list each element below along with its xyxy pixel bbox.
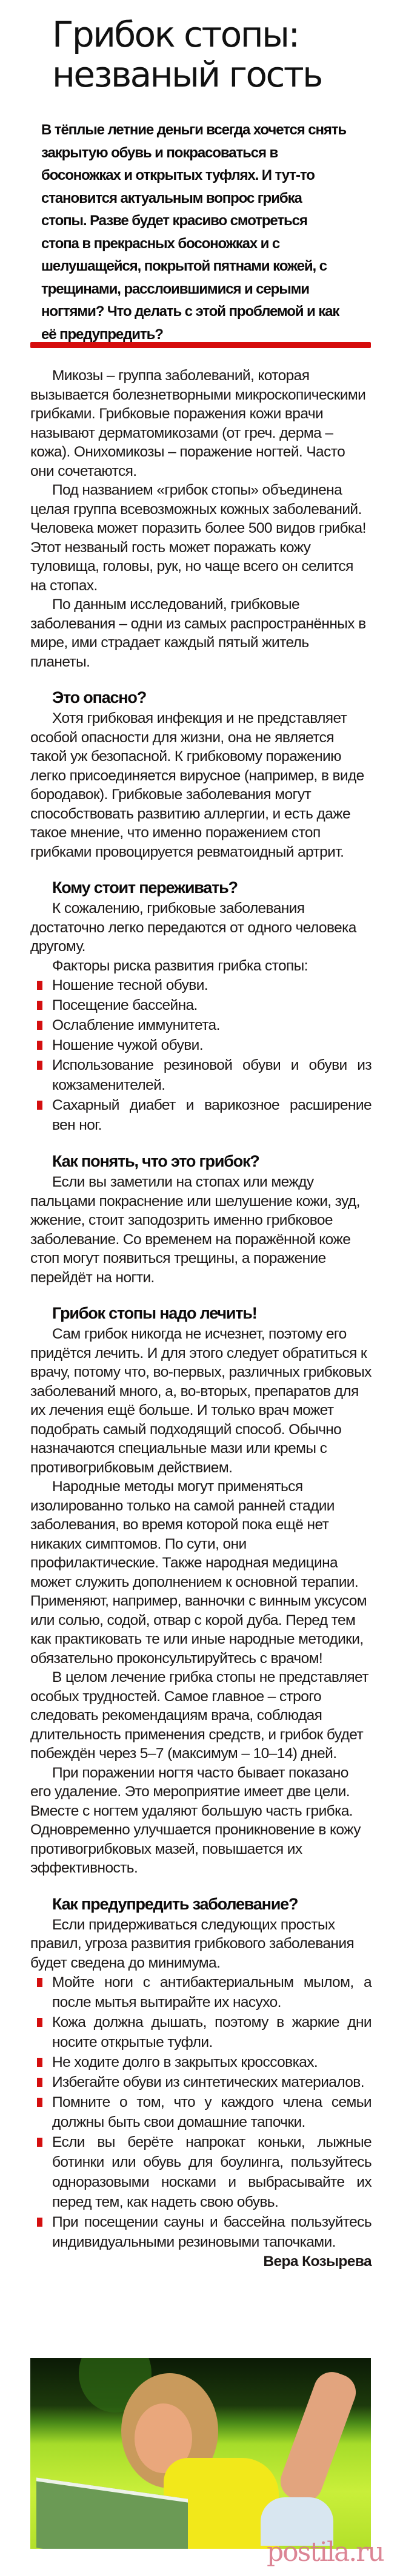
- red-square-bullet-icon: [37, 1001, 42, 1010]
- list-item: [52, 2052, 372, 2072]
- list-item-text: Ослабление иммунитета.: [52, 1017, 220, 1033]
- list-item-text: Помните о том, что у каждого члена семьи должны быть свои домашние тапочки.: [52, 2094, 372, 2130]
- section-heading-danger: Это опасно?: [52, 688, 146, 707]
- red-square-bullet-icon: [37, 1978, 42, 1987]
- list-item-text: При посещении сауны и бассейна пользуйтесь индивидуальными резиновыми тапочками.: [52, 2214, 372, 2250]
- list-item: [52, 1972, 372, 2012]
- article-body: [30, 366, 372, 2271]
- title-line: Грибок стопы:: [52, 14, 299, 55]
- red-square-bullet-icon: [37, 2098, 42, 2107]
- paragraph: Сам грибок никогда не исчезнет, поэтому его придётся лечить. И для этого следует обратиться к врачу, потому что, во-первых, различных грибковых заболеваний много, а, во-вторых, препаратов для их лечения ещё больше. И только врач может подобрать самый подходящий способ. Обычно назначаются специальные мази или кремы с противогрибковым действием.: [30, 1326, 372, 1476]
- paragraph: Если придерживаться следующих простых правил, угроза развития грибкового заболевания будет сведена до минимума.: [30, 1916, 355, 1971]
- paragraph: В целом лечение грибка стопы не представляет особых трудностей. Самое главное – строго следовать рекомендациям врача, соблюдая длительность применения средств, и грибок будет побеждён через 5–7 (максимум – 10–14) дней.: [30, 1669, 368, 1762]
- article-title: [52, 15, 322, 94]
- list-item-text: Посещение бассейна.: [52, 997, 198, 1013]
- list-item-text: Ношение чужой обуви.: [52, 1037, 203, 1053]
- list-item: [52, 1015, 372, 1035]
- list-item: [52, 2132, 372, 2212]
- title-line: незваный гость: [52, 54, 322, 95]
- watermark-logo: postila.ru: [267, 2537, 384, 2568]
- list-item-text: Сахарный диабет и варикозное расширение вен ног.: [52, 1097, 372, 1133]
- legs: [275, 2367, 361, 2507]
- prevention-list: [30, 1972, 372, 2252]
- red-square-bullet-icon: [37, 981, 42, 990]
- red-square-bullet-icon: [37, 2018, 42, 2027]
- section-heading-symptoms: Как понять, что это грибок?: [52, 1152, 259, 1170]
- list-item-text: Избегайте обуви из синтетических материалов.: [52, 2074, 364, 2090]
- list-item-text: Если вы берёте напрокат коньки, лыжные ботинки или обувь для боулинга, пользуйтесь одноразовыми носками и выбрасывайте их перед тем, как надеть свою обувь.: [52, 2134, 372, 2210]
- red-square-bullet-icon: [37, 1101, 42, 1110]
- red-square-bullet-icon: [37, 2218, 42, 2227]
- list-item-text: Использование резиновой обуви и обуви из кожзаменителей.: [52, 1057, 372, 1093]
- list-item: [52, 1055, 372, 1095]
- list-item-text: Кожа должна дышать, поэтому в жаркие дни носите открытые туфли.: [52, 2014, 372, 2051]
- paragraph: При поражении ногтя часто бывает показано его удаление. Это мероприятие имеет две цели. Вместе с ногтем удаляют большую часть грибка. Одновременно улучшается проникновение в кожу противогрибковых мазей, повышается их эффективность.: [30, 1764, 361, 1876]
- list-item: [52, 1035, 372, 1055]
- list-item: [52, 2072, 372, 2092]
- paragraph: Факторы риска развития грибка стопы:: [52, 957, 308, 974]
- list-item: [52, 2092, 372, 2132]
- red-square-bullet-icon: [37, 1021, 42, 1030]
- paragraph: Хотя грибковая инфекция и не представляет особой опасности для жизни, она не является такой уж безопасной. К грибковому поражению легко присоединяется вирусное (например, в виде бородавок). Грибковые заболевания могут способствовать развитию аллергии, и есть даже такое мнение, что именно поражением стоп грибками провоцируется ревматоидный артрит.: [30, 710, 364, 860]
- list-item-text: Мойте ноги с антибактериальным мылом, а после мытья вытирайте их насухо.: [52, 1974, 372, 2011]
- red-square-bullet-icon: [37, 2078, 42, 2087]
- red-square-bullet-icon: [37, 2058, 42, 2067]
- list-item: [52, 2012, 372, 2052]
- section-heading-prevention: Как предупредить заболевание?: [52, 1894, 298, 1913]
- paragraph: По данным исследований, грибковые заболевания – одни из самых распространённых в мире, ими страдает каждый пятый житель планеты.: [30, 596, 366, 670]
- red-square-bullet-icon: [37, 1041, 42, 1050]
- paragraph: Микозы – группа заболеваний, которая вызывается болезнетворными микроскопическими грибками. Грибковые поражения кожи врачи называют дерматомикозами (от греч. дерма – кожа). Онихомикозы – поражение ногтей. Часто они сочетаются.: [30, 367, 366, 479]
- paragraph: Народные методы могут применяться изолированно только на самой ранней стадии заболевания, во время которой пока ещё нет никаких симптомов. По сути, они профилактические. Также народная медицина может служить дополнением к основной терапии. Применяют, например, ванночки с винным уксусом или солью, содой, отвар с корой дуба. Перед тем как практиковать те или иные народные методики, обязательно проконсультируйтесь с врачом!: [30, 1478, 367, 1667]
- list-item: [52, 1095, 372, 1135]
- list-item: [52, 2212, 372, 2252]
- section-heading-risk: Кому стоит переживать?: [52, 878, 238, 897]
- section-heading-treatment: Грибок стопы надо лечить!: [52, 1304, 257, 1322]
- photo-woman-reading-on-grass: [30, 2358, 371, 2549]
- paragraph: К сожалению, грибковые заболевания достаточно легко передаются от одного человека другому.: [30, 900, 356, 955]
- list-item-text: Ношение тесной обуви.: [52, 977, 208, 993]
- author-byline: Вера Козырева: [263, 2253, 372, 2270]
- paragraph: Если вы заметили на стопах или между пальцами покраснение или шелушение кожи, зуд, жжение, стоит заподозрить именно грибковое заболевание. Со временем на поражённой коже стоп могут появиться трещины, а поражение перейдёт на ногти.: [30, 1174, 360, 1286]
- list-item-text: Не ходите долго в закрытых кроссовках.: [52, 2054, 318, 2070]
- red-square-bullet-icon: [37, 2138, 42, 2147]
- red-divider: [30, 342, 371, 348]
- lead-paragraph: В тёплые летние деньги всегда хочется снять закрытую обувь и покрасоваться в босоножках и открытых туфлях. И тут-то становится актуальным вопрос грибка стопы. Разве будет красиво смотреться стопа в прекрасных босоножках и с шелушащейся, покрытой пятнами кожей, с трещинами, расслоившимися и серыми ногтями? Что делать с этой проблемой и как её предупредить?: [41, 122, 347, 343]
- list-item: [52, 995, 372, 1015]
- risk-factor-list: [30, 975, 372, 1135]
- paragraph: Под названием «грибок стопы» объединена целая группа всевозможных кожных заболеваний. Человека может поразить более 500 видов грибка! Этот незваный гость может поражать кожу туловища, головы, рук, но чаще всего он селится на стопах.: [30, 482, 366, 594]
- list-item: [52, 975, 372, 995]
- red-square-bullet-icon: [37, 1061, 42, 1070]
